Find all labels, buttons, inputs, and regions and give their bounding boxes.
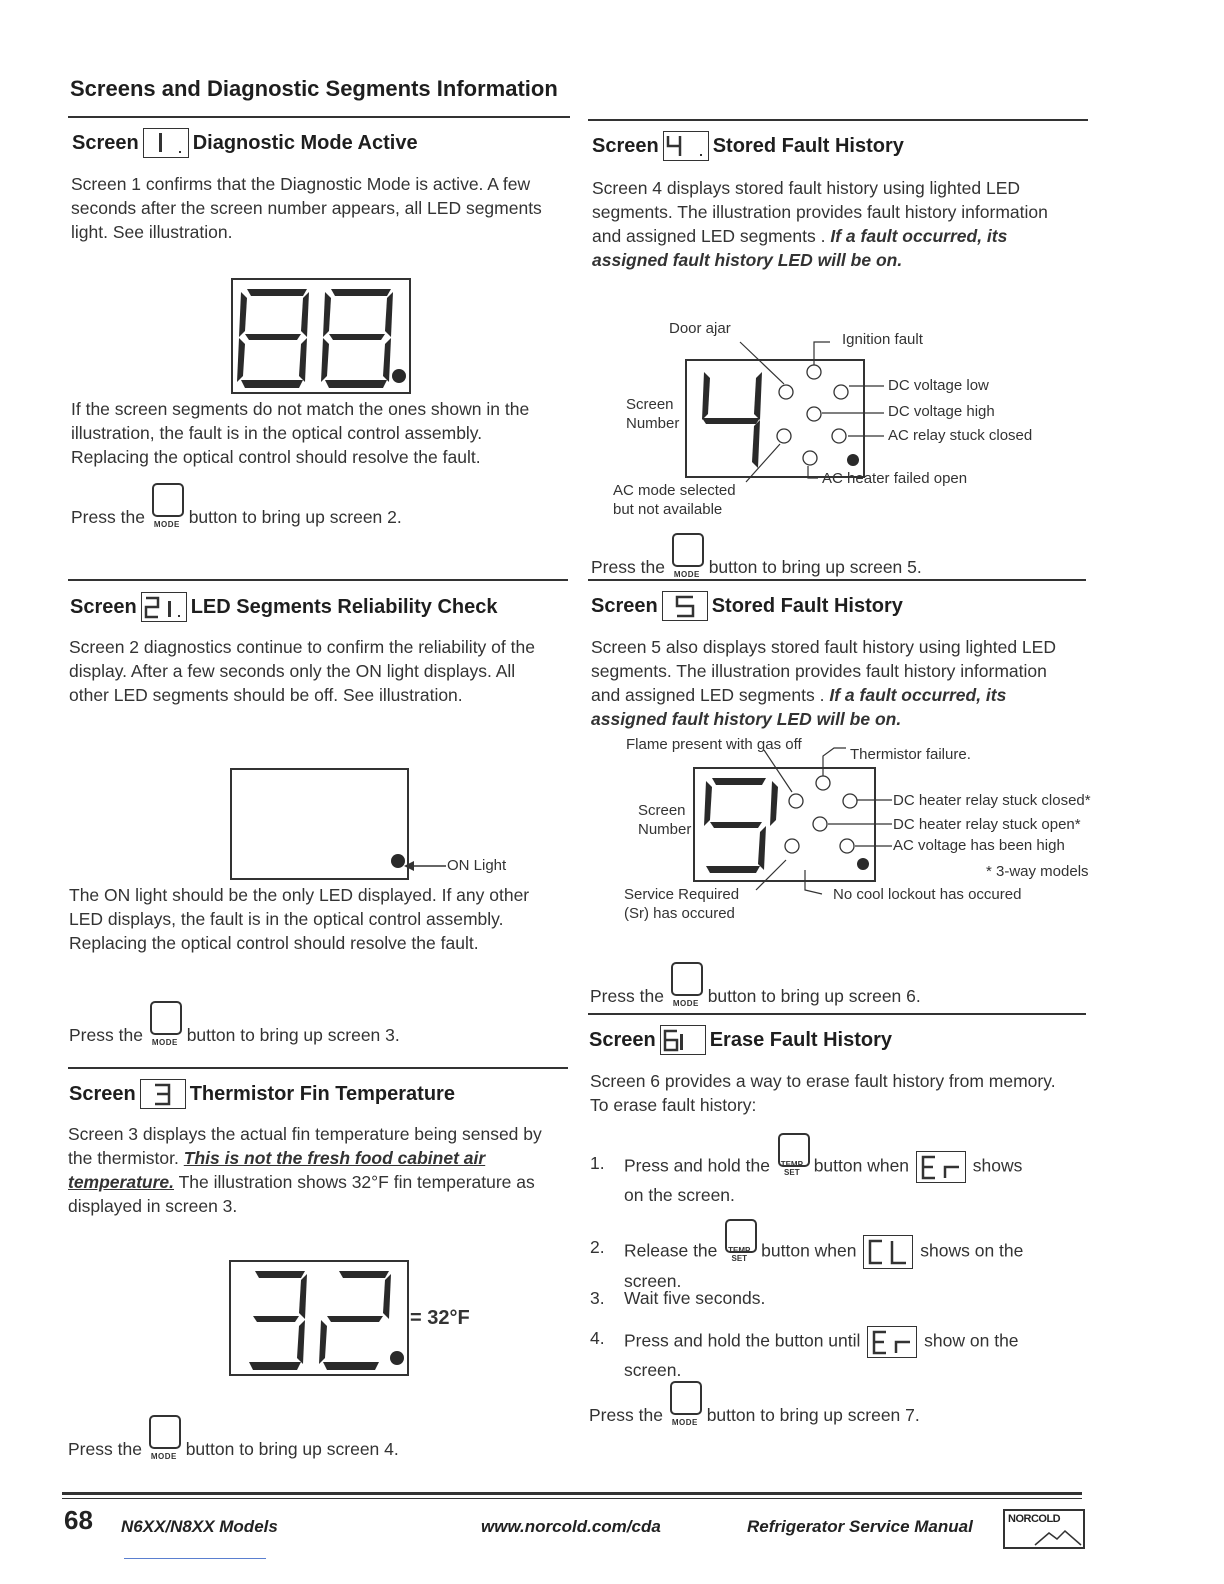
label-thermistor-failure: Thermistor failure. bbox=[850, 746, 971, 763]
footer-url[interactable]: www.norcold.com/cda bbox=[481, 1517, 661, 1536]
screen1-fault-text: If the screen segments do not match the ones shown in the illustration, the fault is in the optical control assembly. Replacing the optical control should resolve the fault. bbox=[71, 399, 530, 467]
screen3-heading: Screen Thermistor Fin Temperature bbox=[69, 1079, 455, 1109]
label-flame-present: Flame present with gas off bbox=[626, 736, 802, 753]
divider bbox=[588, 119, 1088, 121]
cl-display-icon bbox=[863, 1235, 913, 1269]
screen1-body: Screen 1 confirms that the Diagnostic Mode is active. A few seconds after the screen number appears, all LED segments light. See illustration. bbox=[71, 174, 542, 242]
screen1-all-segments-display bbox=[231, 278, 411, 394]
footer-manual-title: Refrigerator Service Manual bbox=[747, 1517, 973, 1536]
screen1-digit-icon bbox=[143, 128, 189, 158]
screen2-press-line: Press the MODE button to bring up screen 3. bbox=[69, 1023, 400, 1047]
screen1-heading: Screen Diagnostic Mode Active bbox=[72, 128, 418, 158]
divider bbox=[68, 579, 568, 581]
label-screen-number: Number bbox=[638, 821, 692, 838]
screen2-on-light-label: ON Light bbox=[447, 857, 507, 874]
label-ac-heater-failed-open: AC heater failed open bbox=[822, 470, 968, 487]
label-three-way-models: * 3-way models bbox=[986, 863, 1089, 880]
label-ignition-fault: Ignition fault bbox=[842, 331, 923, 348]
label-screen-number: Screen bbox=[638, 802, 686, 819]
label-service-required: (Sr) has occured bbox=[624, 905, 735, 922]
screen3-body: Screen 3 displays the actual fin temperature being sensed by the thermistor. This is not the fresh food cabinet air temperature. The illustration shows 32°F fin temperature as displayed in screen 3. bbox=[68, 1124, 542, 1216]
footer-rule bbox=[62, 1498, 1082, 1499]
screen5-press-line: Press the MODE button to bring up screen 6. bbox=[590, 984, 921, 1008]
arrow-icon bbox=[404, 860, 446, 872]
screen1-press-line: Press the MODE button to bring up screen 2. bbox=[71, 505, 402, 529]
screen5-digit-icon bbox=[662, 591, 708, 621]
screen6-digit-icon bbox=[660, 1025, 706, 1055]
screen2-body: Screen 2 diagnostics continue to confirm the reliability of the display. After a few seconds only the ON light displays. All other LED segments should be off. See illustration. bbox=[69, 637, 535, 705]
screen6-step: 1. Press and hold the TEMP SET button when shows on the screen. bbox=[590, 1151, 1070, 1207]
screen2-heading: Screen LED Segments Reliability Check bbox=[70, 592, 497, 622]
label-service-required: Service Required bbox=[624, 886, 740, 903]
label-ac-mode: but not available bbox=[613, 501, 723, 518]
page-title: Screens and Diagnostic Segments Information bbox=[70, 76, 558, 101]
temp-set-button-icon: TEMP SET bbox=[722, 1245, 756, 1269]
temp-set-button-icon: TEMP SET bbox=[775, 1159, 809, 1183]
screen3-digit-icon bbox=[140, 1079, 186, 1109]
screen5-body: Screen 5 also displays stored fault history using lighted LED segments. The illustration provides fault history information and assigned LED segments . If a fault occurred, its assigned fault history LED will be on. bbox=[591, 637, 1056, 729]
divider bbox=[588, 579, 1086, 581]
screen6-step: 3. Wait five seconds. bbox=[590, 1288, 766, 1308]
label-door-ajar: Door ajar bbox=[669, 320, 731, 337]
label-ac-relay-stuck-closed: AC relay stuck closed bbox=[888, 427, 1033, 444]
label-screen-number: Number bbox=[626, 415, 680, 432]
norcold-logo bbox=[1003, 1509, 1085, 1549]
screen2-on-light-display bbox=[230, 768, 410, 880]
mode-button-icon: MODE bbox=[668, 1403, 702, 1427]
mode-button-icon: MODE bbox=[148, 1023, 182, 1047]
divider bbox=[68, 116, 570, 118]
screen2-digit-icon bbox=[141, 592, 187, 622]
divider bbox=[588, 1013, 1086, 1015]
screen4-body: Screen 4 displays stored fault history using lighted LED segments. The illustration provides fault history information and assigned LED segments . If a fault occurred, its assigned fault history LED will be on. bbox=[592, 178, 1048, 270]
mode-button-icon: MODE bbox=[669, 984, 703, 1008]
screen3-32-display bbox=[229, 1260, 409, 1376]
label-ac-mode: AC mode selected bbox=[613, 482, 736, 499]
er-display-icon bbox=[916, 1151, 966, 1183]
divider bbox=[68, 1067, 568, 1069]
footer-rule bbox=[62, 1492, 1082, 1495]
logo-text: NORCOLD bbox=[1008, 1513, 1061, 1525]
label-screen-number: Screen bbox=[626, 396, 674, 413]
er-display-icon bbox=[867, 1326, 917, 1358]
mode-button-icon: MODE bbox=[147, 1437, 181, 1461]
page-number: 68 bbox=[64, 1505, 93, 1535]
label-dc-voltage-low: DC voltage low bbox=[888, 377, 989, 394]
label-dc-heater-open: DC heater relay stuck open* bbox=[893, 816, 1081, 833]
screen4-press-line: Press the MODE button to bring up screen 5. bbox=[591, 555, 922, 579]
label-dc-voltage-high: DC voltage high bbox=[888, 403, 995, 420]
screen6-heading: Screen Erase Fault History bbox=[589, 1025, 892, 1055]
screen3-press-line: Press the MODE button to bring up screen 4. bbox=[68, 1437, 399, 1461]
label-ac-voltage-high: AC voltage has been high bbox=[893, 837, 1065, 854]
screen4-heading: Screen Stored Fault History bbox=[592, 131, 904, 161]
mode-button-icon: MODE bbox=[670, 555, 704, 579]
mode-button-icon: MODE bbox=[150, 505, 184, 529]
screen5-heading: Screen Stored Fault History bbox=[591, 591, 903, 621]
screen6-body: Screen 6 provides a way to erase fault history from memory. To erase fault history: bbox=[590, 1071, 1056, 1115]
label-dc-heater-closed: DC heater relay stuck closed* bbox=[893, 792, 1091, 809]
screen6-step: 4. Press and hold the button until show on the screen. bbox=[590, 1328, 1019, 1380]
screen3-temp-label: = 32°F bbox=[410, 1307, 470, 1329]
screen2-fault-text: The ON light should be the only LED displayed. If any other LED displays, the fault is in the optical control assembly. Replacing the optical control should resolve the fault. bbox=[69, 885, 530, 953]
screen4-digit-icon bbox=[663, 131, 709, 161]
bottom-link-line bbox=[124, 1558, 266, 1559]
logo-mountain-icon bbox=[1005, 1529, 1083, 1547]
footer-models: N6XX/N8XX Models bbox=[121, 1517, 278, 1536]
label-no-cool-lockout: No cool lockout has occured bbox=[833, 886, 1022, 903]
screen6-step: 2. Release the TEMP SET button when shows on the screen. bbox=[590, 1235, 1070, 1293]
screen6-press-line: Press the MODE button to bring up screen 7. bbox=[589, 1403, 920, 1427]
